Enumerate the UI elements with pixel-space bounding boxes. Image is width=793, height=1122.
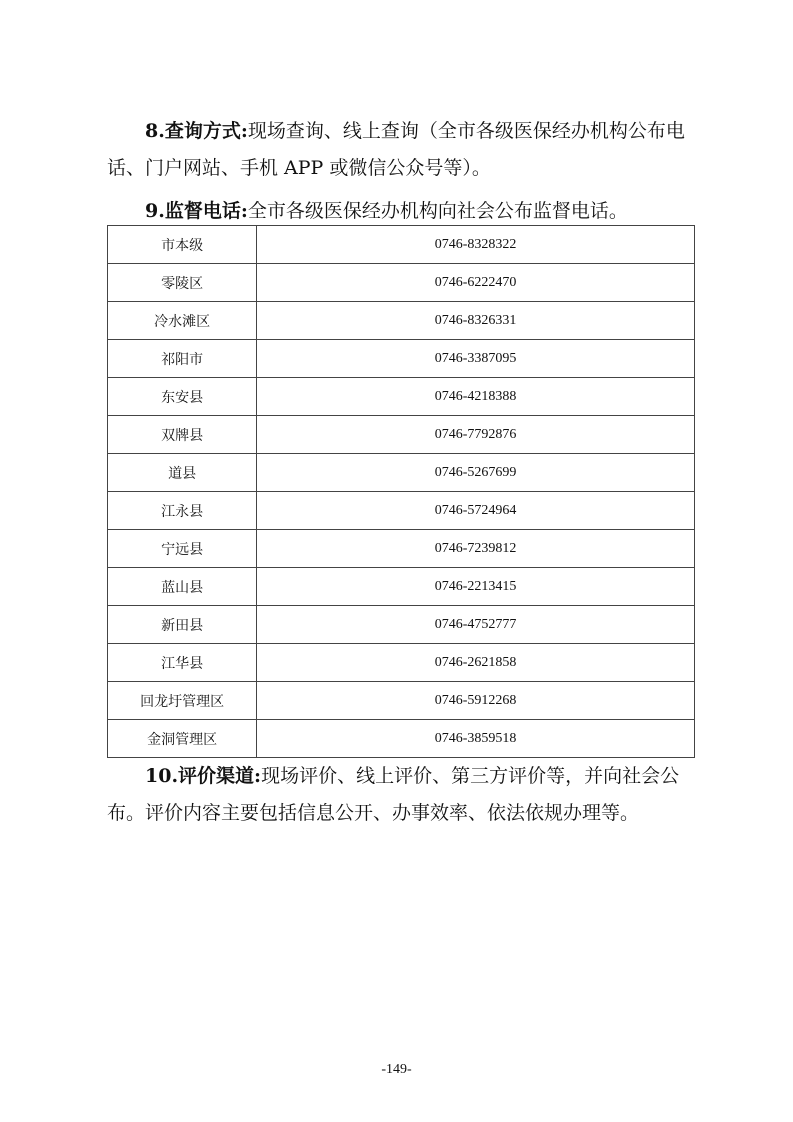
table-row	[108, 340, 695, 378]
table-row	[108, 644, 695, 682]
phone-cell: 0746-6222470	[257, 264, 695, 302]
table-row	[108, 264, 695, 302]
section-heading: 10.评价渠道:	[145, 765, 262, 787]
phone-cell: 0746-5267699	[257, 454, 695, 492]
area-cell: 双牌县	[108, 416, 257, 454]
table-row	[108, 492, 695, 530]
section-text: 现场评价、线上评价、第三方评价等，并向社会公布。评价内容主要包括信息公开、办事效率、依法依规办理等。	[107, 765, 680, 824]
area-cell: 道县	[108, 454, 257, 492]
table-row	[108, 720, 695, 758]
section-text: 全市各级医保经办机构向社会公布监督电话。	[247, 200, 628, 222]
phone-cell: 0746-7239812	[257, 530, 695, 568]
phone-cell: 0746-8326331	[257, 302, 695, 340]
phone-cell: 0746-7792876	[257, 416, 695, 454]
area-cell: 回龙圩管理区	[108, 682, 257, 720]
supervision-phone-table	[107, 225, 695, 758]
area-cell: 祁阳市	[108, 340, 257, 378]
area-cell: 宁远县	[108, 530, 257, 568]
section-text: 现场查询、线上查询（全市各级医保经办机构公布电话、门户网站、手机 APP 或微信公众号等）。	[107, 120, 685, 179]
phone-cell: 0746-2213415	[257, 568, 695, 606]
phone-cell: 0746-5724964	[257, 492, 695, 530]
table-row	[108, 454, 695, 492]
table-body	[108, 226, 695, 758]
phone-cell: 0746-8328322	[257, 226, 695, 264]
phone-cell: 0746-3387095	[257, 340, 695, 378]
section-query	[107, 113, 697, 187]
phone-cell: 0746-3859518	[257, 720, 695, 758]
phone-cell: 0746-4752777	[257, 606, 695, 644]
area-cell: 金洞管理区	[108, 720, 257, 758]
area-cell: 江华县	[108, 644, 257, 682]
table-row	[108, 568, 695, 606]
table-row	[108, 226, 695, 264]
area-cell: 东安县	[108, 378, 257, 416]
table-row	[108, 416, 695, 454]
table-row	[108, 682, 695, 720]
table-row	[108, 302, 695, 340]
table-row	[108, 606, 695, 644]
area-cell: 市本级	[108, 226, 257, 264]
area-cell: 蓝山县	[108, 568, 257, 606]
table-row	[108, 378, 695, 416]
area-cell: 新田县	[108, 606, 257, 644]
section-evaluation	[107, 758, 697, 832]
area-cell: 冷水滩区	[108, 302, 257, 340]
page-number: -149-	[381, 1062, 412, 1077]
section-heading: 8.查询方式:	[145, 120, 248, 142]
phone-cell: 0746-2621858	[257, 644, 695, 682]
section-heading: 9.监督电话:	[145, 200, 248, 222]
phone-cell: 0746-4218388	[257, 378, 695, 416]
table-row	[108, 530, 695, 568]
area-cell: 江永县	[108, 492, 257, 530]
phone-cell: 0746-5912268	[257, 682, 695, 720]
area-cell: 零陵区	[108, 264, 257, 302]
